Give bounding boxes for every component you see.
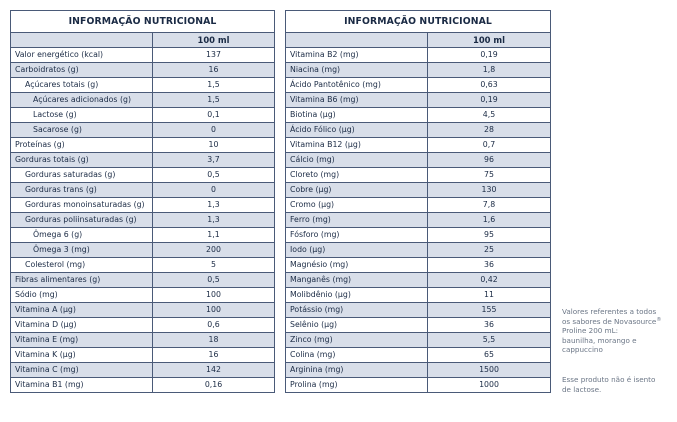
nutrient-value: 130 (428, 183, 551, 198)
note-line: baunilha, morango e (562, 335, 637, 345)
table-row (286, 213, 551, 228)
nutrient-value: 5,5 (428, 333, 551, 348)
note-line: Valores referentes a todos (562, 307, 657, 316)
lactose-note (562, 375, 674, 394)
nutrient-label: Sódio (mg) (11, 288, 153, 303)
table-row (11, 153, 275, 168)
nutrient-value: 5 (153, 258, 275, 273)
nutrient-label: Zinco (mg) (286, 333, 428, 348)
nutrient-value: 16 (153, 63, 275, 78)
table-row (11, 168, 275, 183)
nutrient-label: Arginina (mg) (286, 363, 428, 378)
table-row (286, 273, 551, 288)
nutrient-value: 155 (428, 303, 551, 318)
nutrient-value: 137 (153, 48, 275, 63)
nutrient-label: Ácido Pantotênico (mg) (286, 78, 428, 93)
unit-header: 100 ml (428, 33, 551, 48)
nutrient-label: Vitamina B6 (mg) (286, 93, 428, 108)
table-title: INFORMAÇÃO NUTRICIONAL (11, 11, 275, 33)
nutrient-label: Vitamina K (µg) (11, 348, 153, 363)
nutrient-value: 0,1 (153, 108, 275, 123)
nutrient-value: 1,3 (153, 198, 275, 213)
nutrient-value: 28 (428, 123, 551, 138)
nutrient-value: 200 (153, 243, 275, 258)
table-row (286, 288, 551, 303)
nutrient-value: 7,8 (428, 198, 551, 213)
table-row (11, 183, 275, 198)
nutrient-value: 0 (153, 183, 275, 198)
header-empty-cell (11, 33, 153, 48)
table-row (11, 333, 275, 348)
nutrient-label: Gorduras saturadas (g) (11, 168, 153, 183)
nutrient-value: 0,19 (428, 48, 551, 63)
nutrient-value: 100 (153, 288, 275, 303)
nutrition-table-right (285, 10, 551, 393)
table-row (11, 228, 275, 243)
nutrient-label: Gorduras monoinsaturadas (g) (11, 198, 153, 213)
nutrient-value: 36 (428, 318, 551, 333)
table-row (286, 333, 551, 348)
nutrient-value: 1,5 (153, 78, 275, 93)
table-row (286, 78, 551, 93)
note-text: os sabores de Novasource (562, 316, 657, 326)
nutrient-value: 0 (153, 123, 275, 138)
table-row (286, 198, 551, 213)
nutrient-label: Vitamina C (mg) (11, 363, 153, 378)
nutrient-value: 16 (153, 348, 275, 363)
nutrient-label: Sacarose (g) (11, 123, 153, 138)
nutrient-label: Açúcares adicionados (g) (11, 93, 153, 108)
table-row (11, 288, 275, 303)
nutrient-label: Biotina (µg) (286, 108, 428, 123)
nutrient-label: Cromo (µg) (286, 198, 428, 213)
nutrition-table-left (10, 10, 275, 393)
nutrient-value: 0,19 (428, 93, 551, 108)
nutrient-value: 10 (153, 138, 275, 153)
nutrient-label: Açúcares totais (g) (11, 78, 153, 93)
table-row (286, 183, 551, 198)
nutrient-label: Vitamina B2 (mg) (286, 48, 428, 63)
table-row (286, 168, 551, 183)
nutrient-label: Ômega 3 (mg) (11, 243, 153, 258)
nutrient-value: 36 (428, 258, 551, 273)
nutrient-value: 1,1 (153, 228, 275, 243)
nutrient-value: 0,5 (153, 273, 275, 288)
flavors-note (562, 307, 674, 355)
nutrient-label: Cloreto (mg) (286, 168, 428, 183)
nutrient-value: 1000 (428, 378, 551, 393)
unit-header: 100 ml (153, 33, 275, 48)
nutrient-label: Vitamina A (µg) (11, 303, 153, 318)
nutrient-value: 18 (153, 333, 275, 348)
note-line: de lactose. (562, 384, 602, 394)
nutrient-label: Ácido Fólico (µg) (286, 123, 428, 138)
nutrient-label: Lactose (g) (11, 108, 153, 123)
nutrient-value: 1,5 (153, 93, 275, 108)
nutrient-label: Fibras alimentares (g) (11, 273, 153, 288)
nutrient-label: Selênio (µg) (286, 318, 428, 333)
table-row (286, 63, 551, 78)
nutrient-label: Vitamina D (µg) (11, 318, 153, 333)
table-row (11, 303, 275, 318)
nutrient-value: 0,5 (153, 168, 275, 183)
nutrient-label: Colesterol (mg) (11, 258, 153, 273)
table-row (286, 378, 551, 393)
nutrient-value: 75 (428, 168, 551, 183)
nutrient-value: 1,6 (428, 213, 551, 228)
registered-mark: ® (656, 316, 662, 323)
table-row (286, 243, 551, 258)
table-row (286, 123, 551, 138)
nutrient-label: Gorduras poliinsaturadas (g) (11, 213, 153, 228)
table-row (11, 108, 275, 123)
table-title: INFORMAÇÃO NUTRICIONAL (286, 11, 551, 33)
nutrient-value: 100 (153, 303, 275, 318)
nutrient-value: 11 (428, 288, 551, 303)
table-row (286, 48, 551, 63)
table-row (286, 228, 551, 243)
nutrient-label: Colina (mg) (286, 348, 428, 363)
nutrient-value: 1,3 (153, 213, 275, 228)
table-row (286, 138, 551, 153)
nutrient-value: 3,7 (153, 153, 275, 168)
nutrient-value: 0,63 (428, 78, 551, 93)
nutrient-value: 1500 (428, 363, 551, 378)
table-row (286, 108, 551, 123)
header-empty-cell (286, 33, 428, 48)
nutrient-label: Fósforo (mg) (286, 228, 428, 243)
nutrient-value: 25 (428, 243, 551, 258)
nutrient-value: 0,42 (428, 273, 551, 288)
table-row (286, 153, 551, 168)
nutrient-label: Manganês (mg) (286, 273, 428, 288)
table-row (11, 258, 275, 273)
nutrient-label: Cálcio (mg) (286, 153, 428, 168)
nutrient-label: Proteínas (g) (11, 138, 153, 153)
nutrient-label: Magnésio (mg) (286, 258, 428, 273)
table-row (11, 93, 275, 108)
table-row (286, 318, 551, 333)
nutrient-label: Vitamina B12 (µg) (286, 138, 428, 153)
nutrient-label: Niacina (mg) (286, 63, 428, 78)
note-line: cappuccino (562, 345, 603, 355)
table-body (11, 48, 275, 393)
note-line: Esse produto não é isento (562, 375, 656, 384)
note-line (562, 317, 674, 327)
nutrient-label: Ômega 6 (g) (11, 228, 153, 243)
table-row (11, 63, 275, 78)
nutrient-label: Potássio (mg) (286, 303, 428, 318)
table-row (286, 93, 551, 108)
table-body (286, 48, 551, 393)
table-row (286, 348, 551, 363)
table-row (11, 138, 275, 153)
nutrient-label: Ferro (mg) (286, 213, 428, 228)
nutrient-label: Cobre (µg) (286, 183, 428, 198)
table-row (11, 213, 275, 228)
table-row (11, 48, 275, 63)
table-row (11, 78, 275, 93)
nutrient-value: 0,6 (153, 318, 275, 333)
table-row (11, 123, 275, 138)
nutrient-label: Vitamina E (mg) (11, 333, 153, 348)
nutrient-value: 4,5 (428, 108, 551, 123)
table-row (11, 348, 275, 363)
nutrient-value: 0,7 (428, 138, 551, 153)
nutrient-value: 142 (153, 363, 275, 378)
nutrient-label: Molibdênio (µg) (286, 288, 428, 303)
nutrient-value: 95 (428, 228, 551, 243)
nutrient-label: Gorduras totais (g) (11, 153, 153, 168)
nutrient-label: Prolina (mg) (286, 378, 428, 393)
nutrient-value: 96 (428, 153, 551, 168)
nutrient-label: Vitamina B1 (mg) (11, 378, 153, 393)
nutrient-label: Valor energético (kcal) (11, 48, 153, 63)
nutrient-label: Gorduras trans (g) (11, 183, 153, 198)
table-row (11, 198, 275, 213)
note-line: Proline 200 mL: (562, 326, 619, 336)
table-row (286, 258, 551, 273)
nutrient-label: Iodo (µg) (286, 243, 428, 258)
nutrient-label: Carboidratos (g) (11, 63, 153, 78)
table-row (11, 378, 275, 393)
table-row (11, 273, 275, 288)
table-row (286, 363, 551, 378)
nutrient-value: 0,16 (153, 378, 275, 393)
table-row (11, 318, 275, 333)
table-row (11, 243, 275, 258)
nutrient-value: 65 (428, 348, 551, 363)
table-row (11, 363, 275, 378)
nutrient-value: 1,8 (428, 63, 551, 78)
table-row (286, 303, 551, 318)
